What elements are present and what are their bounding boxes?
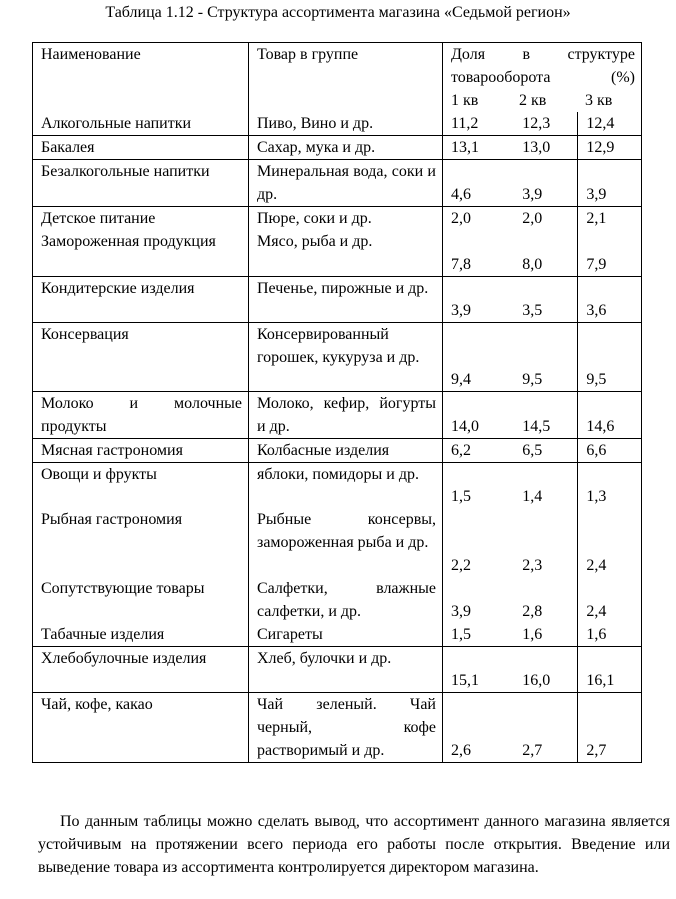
table-header-row bbox=[33, 43, 642, 113]
cell-name: Рыбная гастрономия bbox=[33, 508, 249, 577]
cell-name: Консервация bbox=[33, 322, 249, 391]
cell-q3: 3,6 bbox=[578, 276, 642, 322]
cell-q1: 2,6 bbox=[443, 693, 513, 763]
cell-name: Кондитерские изделия bbox=[33, 276, 249, 322]
cell-q1: 15,1 bbox=[443, 647, 513, 693]
assortment-table bbox=[32, 42, 642, 763]
cell-q2: 2,8 bbox=[522, 603, 543, 620]
table-row bbox=[33, 276, 642, 322]
cell-name: Алкогольные напитки bbox=[33, 112, 249, 136]
header-name: Наименование bbox=[33, 43, 249, 113]
cell-q1: 4,6 bbox=[443, 160, 513, 207]
cell-q3: 7,9 bbox=[578, 230, 642, 276]
cell-q3: 2,7 bbox=[578, 693, 642, 763]
cell-q3: 3,9 bbox=[578, 160, 642, 207]
table-row bbox=[33, 322, 642, 391]
table-row bbox=[33, 508, 642, 577]
header-q1: 1 кв bbox=[451, 92, 479, 109]
cell-q2: 16,0 bbox=[522, 672, 551, 689]
cell-name: Табачные изделия bbox=[33, 623, 249, 647]
cell-name: Сопутствующие товары bbox=[33, 577, 249, 623]
cell-q2: 14,5 bbox=[522, 417, 551, 435]
cell-goods: Молоко, кефир, йогурты и др. bbox=[249, 391, 443, 438]
cell-goods: яблоки, помидоры и др. bbox=[249, 462, 443, 508]
cell-q1: 2,2 bbox=[443, 508, 513, 577]
cell-name: Безалкогольные напитки bbox=[33, 160, 249, 207]
cell-q2: 12,3 bbox=[522, 115, 551, 132]
table-row bbox=[33, 647, 642, 693]
cell-q2: 2,0 bbox=[522, 210, 543, 227]
cell-q3: 2,4 bbox=[578, 508, 642, 577]
cell-q2: 3,5 bbox=[522, 301, 543, 319]
cell-goods: Салфетки, влажные салфетки, и др. bbox=[249, 577, 443, 623]
cell-goods: Рыбные консервы, замороженная рыба и др. bbox=[249, 508, 443, 577]
header-share: Доля в структуре товарооборота (%) 1 кв 2 кв 3 кв bbox=[443, 43, 642, 113]
table-row bbox=[33, 577, 642, 623]
cell-q3: 2,1 bbox=[578, 207, 642, 231]
cell-q1: 13,1 bbox=[443, 136, 513, 160]
cell-q1: 1,5 bbox=[443, 462, 513, 508]
cell-goods: Мясо, рыба и др. bbox=[249, 230, 443, 276]
cell-q1: 6,2 bbox=[443, 438, 513, 462]
cell-q3: 14,6 bbox=[578, 391, 642, 438]
cell-q3: 2,4 bbox=[578, 577, 642, 623]
cell-goods: Печенье, пирожные и др. bbox=[249, 276, 443, 322]
cell-q2: 13,0 bbox=[522, 139, 551, 156]
cell-q2: 1,4 bbox=[522, 488, 543, 505]
cell-q2: 2,3 bbox=[522, 557, 543, 574]
cell-q3: 16,1 bbox=[578, 647, 642, 693]
table-caption: Таблица 1.12 - Структура ассортимента магазина «Седьмой регион» bbox=[105, 4, 571, 21]
table-row bbox=[33, 438, 642, 462]
table-row bbox=[33, 391, 642, 438]
table-row bbox=[33, 462, 642, 508]
cell-q1: 3,9 bbox=[443, 276, 513, 322]
cell-name: Детское питание bbox=[33, 207, 249, 231]
cell-name: Мясная гастрономия bbox=[33, 438, 249, 462]
cell-q1: 9,4 bbox=[443, 322, 513, 391]
conclusion-paragraph: По данным таблицы можно сделать вывод, что ассортимент данного магазина является устойчивым на протяжении всего периода его работы после открытия. Введение или выведение товара из ассортимента контролируется директором магазина. bbox=[38, 813, 670, 876]
header-goods: Товар в группе bbox=[249, 43, 443, 113]
cell-name: Чай, кофе, какао bbox=[33, 693, 249, 763]
cell-name: Молоко и молочные продукты bbox=[33, 391, 249, 438]
cell-goods: Хлеб, булочки и др. bbox=[249, 647, 443, 693]
cell-q2: 9,5 bbox=[522, 370, 543, 388]
table-row bbox=[33, 230, 642, 276]
cell-q1: 7,8 bbox=[443, 230, 513, 276]
cell-q3: 12,9 bbox=[578, 136, 642, 160]
cell-q3: 1,3 bbox=[578, 462, 642, 508]
cell-goods: Сахар, мука и др. bbox=[249, 136, 443, 160]
cell-q2: 6,5 bbox=[522, 441, 543, 459]
table-row bbox=[33, 207, 642, 231]
cell-goods: Колбасные изделия bbox=[249, 438, 443, 462]
cell-q1: 1,5 bbox=[443, 623, 513, 647]
table-row bbox=[33, 136, 642, 160]
cell-goods: Консервированный горошек, кукуруза и др. bbox=[249, 322, 443, 391]
cell-q2: 8,0 bbox=[522, 255, 543, 273]
cell-q1: 2,0 bbox=[443, 207, 513, 231]
cell-q1: 11,2 bbox=[443, 112, 513, 136]
cell-q1: 14,0 bbox=[443, 391, 513, 438]
table-row bbox=[33, 160, 642, 207]
table-row bbox=[33, 693, 642, 763]
cell-goods: Сигареты bbox=[249, 623, 443, 647]
cell-name: Замороженная продукция bbox=[33, 230, 249, 276]
cell-goods: Пиво, Вино и др. bbox=[249, 112, 443, 136]
table-row bbox=[33, 623, 642, 647]
cell-q2: 1,6 bbox=[522, 626, 543, 643]
cell-q3: 12,4 bbox=[578, 112, 642, 136]
cell-q3: 9,5 bbox=[578, 322, 642, 391]
cell-name: Хлебобулочные изделия bbox=[33, 647, 249, 693]
cell-name: Овощи и фрукты bbox=[33, 462, 249, 508]
header-q3: 3 кв bbox=[585, 92, 613, 109]
cell-goods: Чай зеленый. Чай черный, кофе растворимый и др. bbox=[249, 693, 443, 763]
cell-q3: 6,6 bbox=[578, 438, 642, 462]
cell-goods: Пюре, соки и др. bbox=[249, 207, 443, 231]
header-q2: 2 кв bbox=[519, 92, 547, 109]
cell-q3: 1,6 bbox=[578, 623, 642, 647]
cell-name: Бакалея bbox=[33, 136, 249, 160]
cell-q2: 2,7 bbox=[522, 742, 543, 759]
cell-q2: 3,9 bbox=[522, 186, 543, 203]
table-row bbox=[33, 112, 642, 136]
cell-q1: 3,9 bbox=[443, 577, 513, 623]
cell-goods: Минеральная вода, соки и др. bbox=[249, 160, 443, 207]
